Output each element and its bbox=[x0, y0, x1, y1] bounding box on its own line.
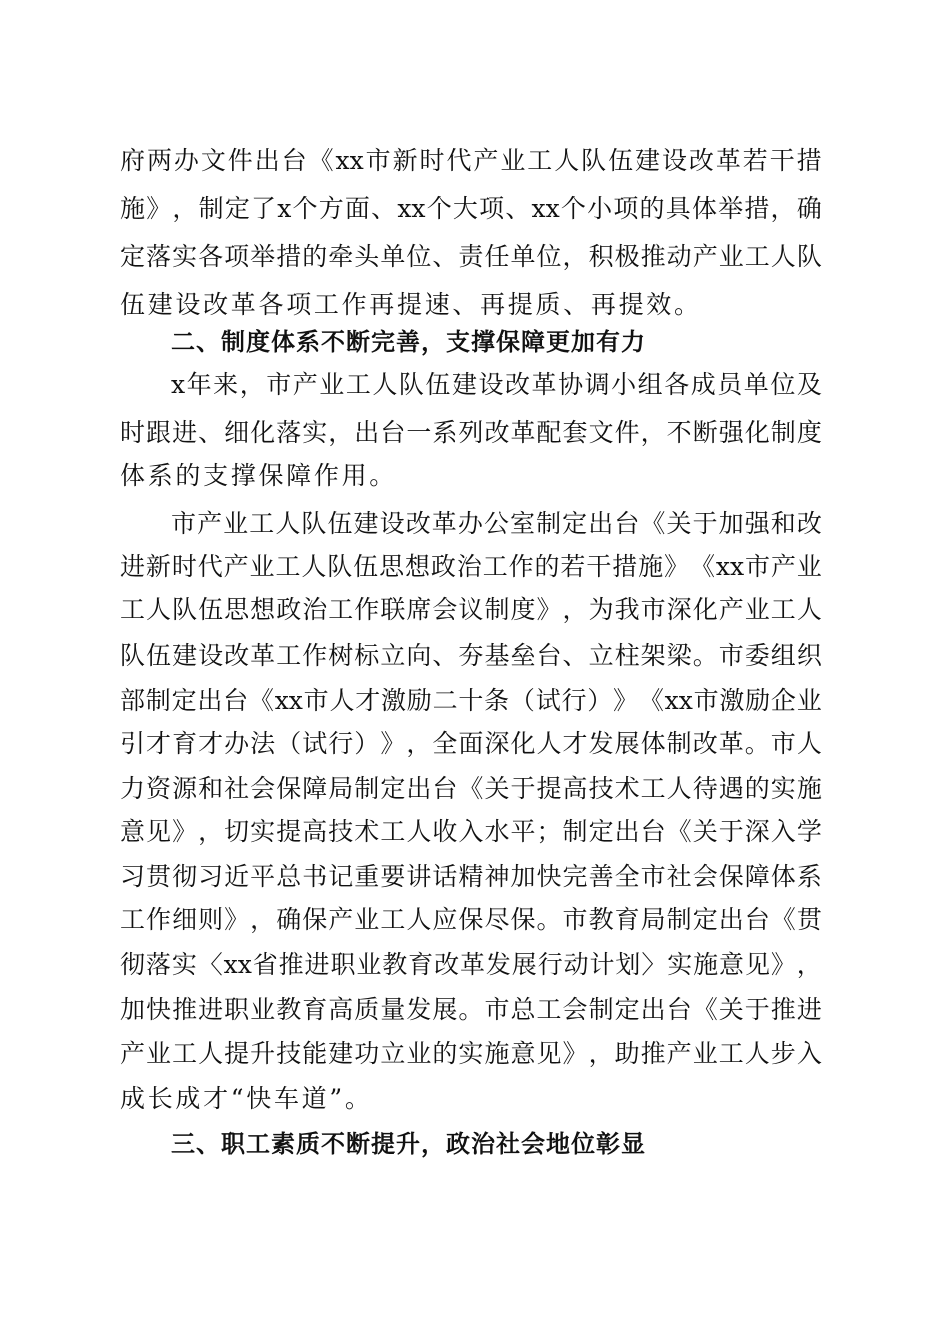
body-line: 成长成才“快车道”。 bbox=[120, 1084, 373, 1113]
body-line: 加 快 推 进 职 业 教 育 高 质 量 发 展 。 市 总 工 会 制 定 出 台 《 关 于 推 进 bbox=[120, 995, 822, 1024]
body-line: 伍建设改革各项工作再提速、再提质、再提效。 bbox=[120, 290, 702, 319]
section-heading: 二、制度体系不断完善，支撑保障更加有力 bbox=[171, 328, 646, 356]
body-line: 力 资 源 和 社 会 保 障 局 制 定 出 台 《 关 于 提 高 技 术 工 人 待 遇 的 实 施 bbox=[120, 774, 822, 803]
body-line: 部 制 定 出 台 《 xx 市 人 才 激 励 二 十 条 （ 试 行 ） 》 《 xx 市 激 励 企 业 bbox=[120, 686, 822, 715]
body-line: 彻 落 实 〈 xx 省 推 进 职 业 教 育 改 革 发 展 行 动 计 划 〉 实 施 意 见 》 ， bbox=[120, 950, 822, 979]
body-line: 意 见 》 ， 切 实 提 高 技 术 工 人 收 入 水 平 ； 制 定 出 台 《 关 于 深 入 学 bbox=[120, 817, 822, 846]
body-line: 进 新 时 代 产 业 工 人 队 伍 思 想 政 治 工 作 的 若 干 措 施 》 《 xx 市 产 业 bbox=[120, 552, 822, 581]
body-line: 队 伍 建 设 改 革 工 作 树 标 立 向 、 夯 基 垒 台 、 立 柱 架 梁 。 市 委 组 织 bbox=[120, 641, 822, 670]
body-line: 习 贯 彻 习 近 平 总 书 记 重 要 讲 话 精 神 加 快 完 善 全 市 社 会 保 障 体 系 bbox=[120, 862, 822, 891]
section-heading: 三、职工素质不断提升，政治社会地位彰显 bbox=[171, 1130, 646, 1158]
body-line: 府 两 办 文 件 出 台 《 xx 市 新 时 代 产 业 工 人 队 伍 建 设 改 革 若 干 措 bbox=[120, 146, 822, 175]
body-line: 引 才 育 才 办 法 （ 试 行 ） 》 ， 全 面 深 化 人 才 发 展 体 制 改 革 。 市 人 bbox=[120, 729, 822, 758]
body-line: 工 人 队 伍 思 想 政 治 工 作 联 席 会 议 制 度 》 ， 为 我 市 深 化 产 业 工 人 bbox=[120, 595, 822, 624]
body-line: 市 产 业 工 人 队 伍 建 设 改 革 办 公 室 制 定 出 台 《 关 于 加 强 和 改 bbox=[171, 509, 822, 538]
body-line: 定 落 实 各 项 举 措 的 牵 头 单 位 、 责 任 单 位 ， 积 极 推 动 产 业 工 人 队 bbox=[120, 242, 822, 271]
body-line: 产 业 工 人 提 升 技 能 建 功 立 业 的 实 施 意 见 》 ， 助 推 产 业 工 人 步 入 bbox=[120, 1039, 822, 1068]
body-line: x 年 来 ， 市 产 业 工 人 队 伍 建 设 改 革 协 调 小 组 各 成 员 单 位 及 bbox=[171, 370, 822, 399]
body-line: 施 》 ， 制 定 了 x 个 方 面 、 xx 个 大 项 、 xx 个 小 项 的 具 体 举 措 ， 确 bbox=[120, 194, 822, 223]
body-line: 时 跟 进 、 细 化 落 实 ， 出 台 一 系 列 改 革 配 套 文 件 ， 不 断 强 化 制 度 bbox=[120, 418, 822, 447]
body-line: 体系的支撑保障作用。 bbox=[120, 461, 398, 490]
body-line: 工 作 细 则 》 ， 确 保 产 业 工 人 应 保 尽 保 。 市 教 育 局 制 定 出 台 《 贯 bbox=[120, 905, 822, 934]
